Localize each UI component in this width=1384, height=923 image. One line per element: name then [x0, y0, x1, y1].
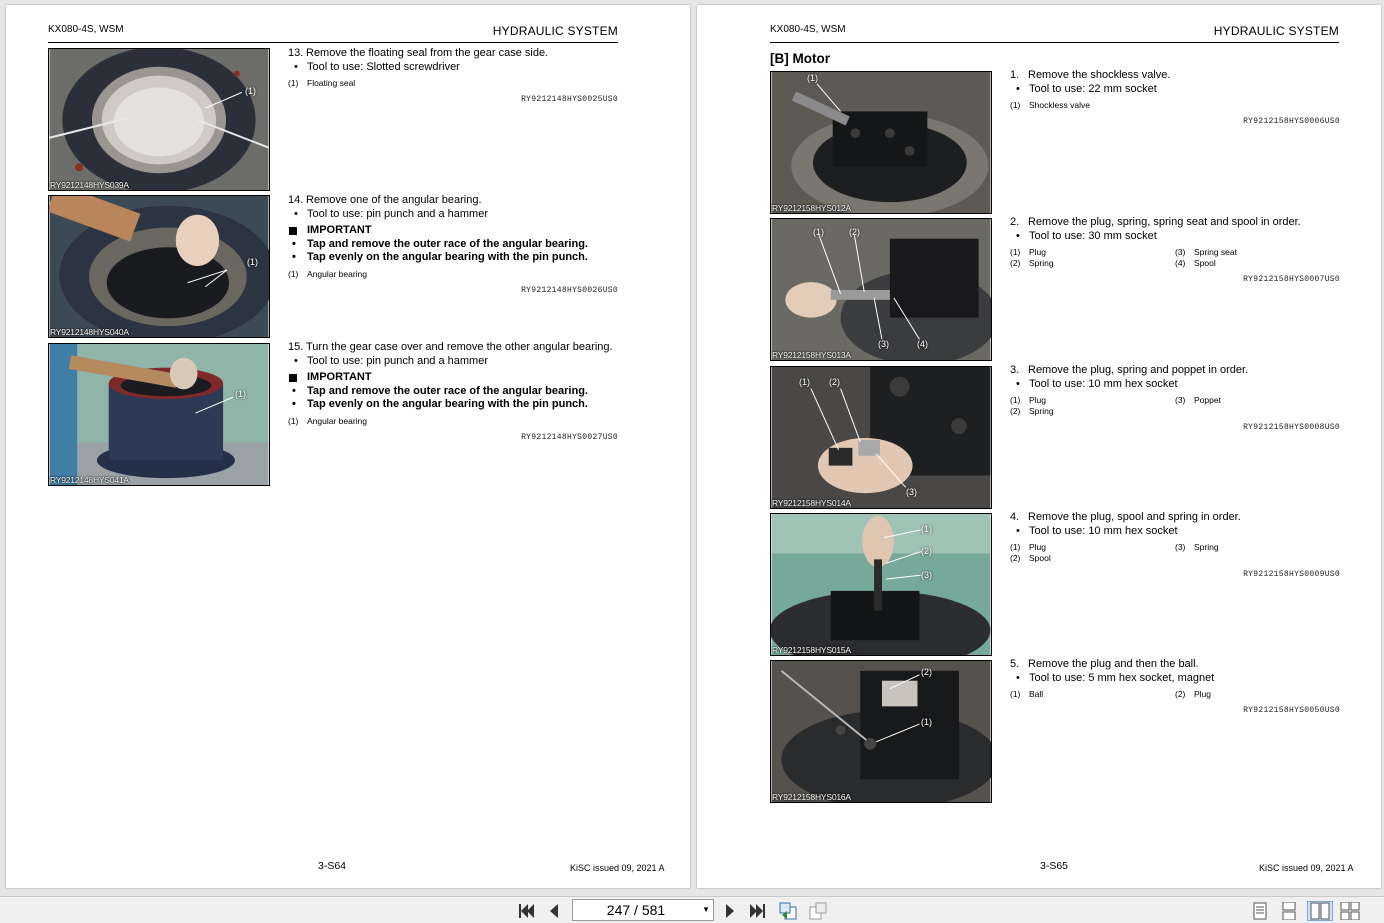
callout: (2) [829, 377, 840, 387]
callout: (1) [247, 257, 258, 267]
reference-code: RY9212158HYS0009US0 [1243, 570, 1340, 579]
callout: (1) [921, 524, 932, 534]
parts-list: (1) Floating seal [288, 78, 356, 88]
important-heading: IMPORTANT [288, 371, 618, 385]
callout: (2) [921, 546, 932, 556]
photo-motor-step-2 [770, 218, 992, 361]
page-number-input[interactable]: 247 / 581 ▼ [572, 899, 714, 921]
step-13: 13. Remove the floating seal from the gear case side. • Tool to use: Slotted screwdriver (1) Floating seal RY9212148HYS0025US0 [288, 47, 618, 107]
header-model: KX080-4S, WSM [770, 24, 846, 35]
go-forward-view-icon[interactable] [808, 901, 828, 921]
callout: (1) [921, 717, 932, 727]
photo-step-13 [48, 48, 270, 191]
photo-caption: RY9212158HYS014A [772, 498, 851, 508]
reference-code: RY9212158HYS0008US0 [1243, 423, 1340, 432]
motor-step-2: 2. Remove the plug, spring, spring seat and spool in order. • Tool to use: 30 mm socket (1) Plug (3) Spring seat (2) Spring (4) Spool RY9212158HYS0007US0 [1010, 216, 1340, 287]
callout: (1) [245, 86, 256, 96]
go-back-view-icon[interactable] [778, 901, 798, 921]
step-14: 14. Remove one of the angular bearing. • Tool to use: pin punch and a hammer IMPORTANT • Tap and remove the outer race of the angular bearing. • Tap evenly on the angular bearing with the pin punch. (1) Angular bearing RY9212148HYS0026US0 [288, 194, 618, 297]
header-rule [48, 42, 618, 43]
photo-step-15 [48, 343, 270, 486]
callout: (1) [813, 227, 824, 237]
reference-code: RY9212148HYS0025US0 [521, 95, 618, 104]
photo-motor-step-5 [770, 660, 992, 803]
issued-label: KiSC issued 09, 2021 A [1259, 863, 1354, 873]
photo-caption: RY9212148HYS040A [50, 327, 129, 337]
parts-list: (1) Plug (3) Spring seat (2) Spring (4) Spool [1010, 247, 1237, 268]
reference-code: RY9212148HYS0027US0 [521, 432, 618, 442]
callout: (1) [799, 377, 810, 387]
continuous-facing-view-icon[interactable] [1340, 901, 1360, 921]
single-page-view-icon[interactable] [1250, 901, 1270, 921]
photo-motor-step-1 [770, 71, 992, 214]
header-section: HYDRAULIC SYSTEM [1213, 24, 1339, 38]
callout: (3) [921, 570, 932, 580]
reference-code: RY9212158HYS0006US0 [1243, 117, 1340, 126]
continuous-view-icon[interactable] [1279, 901, 1299, 921]
page-number: 3-S64 [318, 860, 347, 872]
header-section: HYDRAULIC SYSTEM [492, 24, 618, 38]
important-item: • Tap and remove the outer race of the angular bearing. [288, 238, 618, 252]
issued-label: KiSC issued 09, 2021 A [570, 863, 665, 873]
photo-caption: RY9212158HYS013A [772, 350, 851, 360]
motor-step-4: 4. Remove the plug, spool and spring in order. • Tool to use: 10 mm hex socket (1) Plug (3) Spring (2) Spool RY9212158HYS0009US0 [1010, 511, 1340, 582]
parts-list: (1) Angular bearing [288, 415, 368, 426]
reference-code: RY9212158HYS0050US0 [1243, 706, 1340, 715]
tool-text: • Tool to use: 30 mm socket [1010, 230, 1340, 244]
last-page-icon[interactable] [748, 901, 768, 921]
photo-motor-step-3 [770, 366, 992, 509]
first-page-icon[interactable] [516, 901, 536, 921]
callout: (2) [849, 227, 860, 237]
motor-step-3: 3. Remove the plug, spring and poppet in order. • Tool to use: 10 mm hex socket (1) Plug (3) Poppet (2) Spring RY9212158HYS0008US0 [1010, 364, 1340, 435]
next-page-icon[interactable] [720, 901, 740, 921]
callout: (3) [906, 487, 917, 497]
right-page [697, 5, 1381, 888]
photo-step-14 [48, 195, 270, 338]
parts-list: (1) Plug (3) Poppet (2) Spring [1010, 395, 1221, 416]
parts-list: (1) Angular bearing [288, 268, 368, 279]
facing-view-icon[interactable] [1307, 901, 1333, 921]
tool-text: • Tool to use: Slotted screwdriver [288, 61, 618, 75]
tool-text: • Tool to use: pin punch and a hammer [288, 355, 618, 369]
tool-text: • Tool to use: 22 mm socket [1010, 83, 1340, 97]
parts-list: (1) Shockless valve [1010, 100, 1090, 110]
important-item: • Tap evenly on the angular bearing with the pin punch. [288, 251, 618, 265]
callout: (1) [807, 73, 818, 83]
photo-caption: RY9212158HYS016A [772, 792, 851, 802]
parts-list: (1) Ball (2) Plug [1010, 689, 1212, 699]
parts-list: (1) Plug (3) Spring (2) Spool [1010, 542, 1219, 563]
motor-step-5: 5. Remove the plug and then the ball. • Tool to use: 5 mm hex socket, magnet (1) Ball (2) Plug RY9212158HYS0050US0 [1010, 658, 1340, 718]
header-model: KX080-4S, WSM [48, 24, 124, 35]
reference-code: RY9212148HYS0026US0 [521, 285, 618, 295]
photo-caption: RY9212148HYS041A [50, 475, 129, 485]
section-title: [B] Motor [770, 51, 830, 66]
page-number: 3-S65 [1040, 860, 1069, 872]
photo-caption: RY9212148HYS039A [50, 180, 129, 190]
photo-caption: RY9212158HYS012A [772, 203, 851, 213]
important-item: • Tap evenly on the angular bearing with the pin punch. [288, 398, 618, 412]
left-page [6, 5, 690, 888]
navigation-toolbar [0, 896, 1384, 923]
motor-step-1: 1. Remove the shockless valve. • Tool to use: 22 mm socket (1) Shockless valve RY9212158HYS0006US0 [1010, 69, 1340, 129]
tool-text: • Tool to use: 10 mm hex socket [1010, 378, 1340, 392]
callout: (4) [917, 339, 928, 349]
chevron-down-icon[interactable]: ▼ [702, 905, 710, 914]
reference-code: RY9212158HYS0007US0 [1243, 275, 1340, 284]
previous-page-icon[interactable] [544, 901, 564, 921]
important-heading: IMPORTANT [288, 224, 618, 238]
photo-motor-step-4 [770, 513, 992, 656]
callout: (1) [235, 389, 246, 399]
photo-caption: RY9212158HYS015A [772, 645, 851, 655]
callout: (3) [878, 339, 889, 349]
tool-text: • Tool to use: 10 mm hex socket [1010, 525, 1340, 539]
step-15: 15. Turn the gear case over and remove the other angular bearing. • Tool to use: pin punch and a hammer IMPORTANT • Tap and remove the outer race of the angular bearing. • Tap evenly on the angular bearing with the pin punch. (1) Angular bearing RY9212148HYS0027US0 [288, 341, 618, 444]
tool-text: • Tool to use: pin punch and a hammer [288, 208, 618, 222]
callout: (2) [921, 667, 932, 677]
important-item: • Tap and remove the outer race of the angular bearing. [288, 385, 618, 399]
tool-text: • Tool to use: 5 mm hex socket, magnet [1010, 672, 1340, 686]
header-rule [770, 42, 1339, 43]
